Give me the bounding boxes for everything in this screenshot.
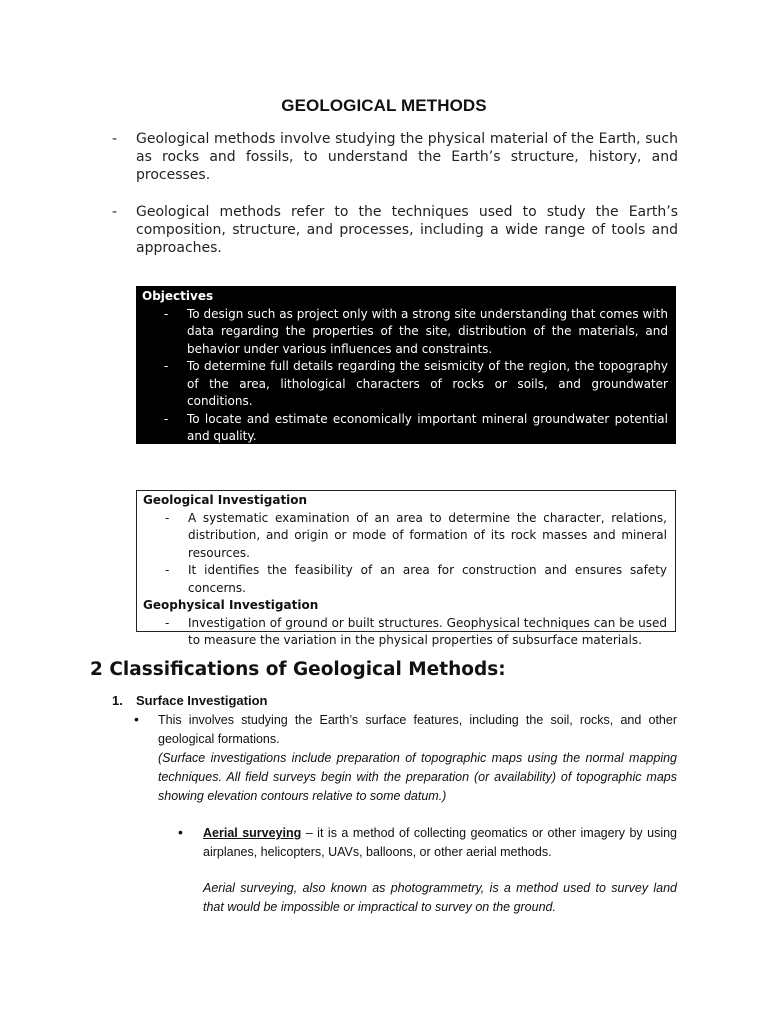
dash-marker: - [112,204,118,220]
intro-list [112,130,678,184]
dash-marker: - [112,131,118,147]
objectives-list [142,306,668,464]
surface-text: This involves studying the Earth’s surface features, including the soil, rocks, and other geological formations. [158,713,677,746]
investigation-item [143,615,667,650]
page-title: GEOLOGICAL METHODS [281,96,487,115]
objective-text: To design such as project only with a strong site understanding that comes with data regarding the properties of the site, distribution of the materials, and behavior under various influences and constraints. [187,306,668,356]
investigation-text: Investigation of ground or built structures. Geophysical techniques can be used to measure the variation in the physical properties of subsurface materials. [188,615,667,647]
investigation-box [136,490,676,647]
list-number: 1. [112,693,123,708]
objective-text: To solve problems connected with geology. [187,446,445,461]
aerial-bullet-body [178,824,677,917]
intro-text: Geological methods involve studying the physical material of the Earth, such as rocks and fossils, to understand the Earth’s structure, history, and processes. [136,131,678,183]
surface-investigation-label: Surface Investigation [136,693,268,708]
objective-text: To locate and estimate economically important mineral groundwater potential and quality. [187,411,668,443]
investigation-item [143,562,667,597]
intro-text: Geological methods refer to the techniques used to study the Earth’s composition, structure, and processes, including a wide range of tools and approaches. [136,204,678,256]
dash-marker: - [165,615,170,630]
bullet-icon: • [134,711,139,727]
dash-marker: - [165,563,170,577]
aerial-bullet [178,824,677,917]
dash-marker: - [164,306,169,321]
objective-item [142,446,668,464]
bullet-icon: • [178,824,183,840]
geological-investigation-heading: Geological Investigation [143,493,308,507]
surface-bullet-body [134,711,677,806]
geophysical-investigation-heading: Geophysical Investigation [143,598,319,612]
surface-bullet [134,711,677,806]
investigation-text: It identifies the feasibility of an area for construction and ensures safety concerns. [188,563,667,595]
intro-item [112,203,678,257]
surface-investigation-heading [112,693,267,708]
aerial-description: – it is a method of collecting geomatics or other imagery by using airplanes, helicopters, UAVs, balloons, or other aerial methods. [203,826,678,859]
investigation-text: A systematic examination of an area to determine the character, relations, distribution, and origin or mode of formation of its rock masses and mineral resources. [188,510,667,560]
spacer [203,862,677,879]
dash-marker: - [164,359,169,373]
objective-item [142,411,668,446]
objective-text: To determine full details regarding the seismicity of the region, the topography of the area, lithological characters of rocks or soils, and groundwater conditions. [187,359,668,408]
intro-list [112,203,678,257]
objectives-box [136,286,676,461]
classifications-heading: 2 Classifications of Geological Methods: [90,659,506,680]
objective-item [142,306,668,359]
dash-marker: - [165,510,170,525]
dash-marker: - [164,411,169,426]
geophysical-investigation-list [143,615,667,650]
geological-investigation-list [143,510,667,598]
surface-note: (Surface investigations include preparation of topographic maps using the normal mapping techniques. All field surveys begin with the preparation (or availability) of topographic maps showing elevation contours relative to some datum.) [158,751,677,803]
objective-item [142,358,668,411]
aerial-text [203,824,677,862]
dash-marker: - [164,446,169,461]
intro-item [112,130,678,184]
investigation-item [143,510,667,563]
aerial-surveying-term: Aerial surveying [203,826,302,840]
objectives-heading: Objectives [142,289,214,303]
aerial-note: Aerial surveying, also known as photogrammetry, is a method used to survey land that would be impossible or impractical to survey on the ground. [203,881,677,914]
